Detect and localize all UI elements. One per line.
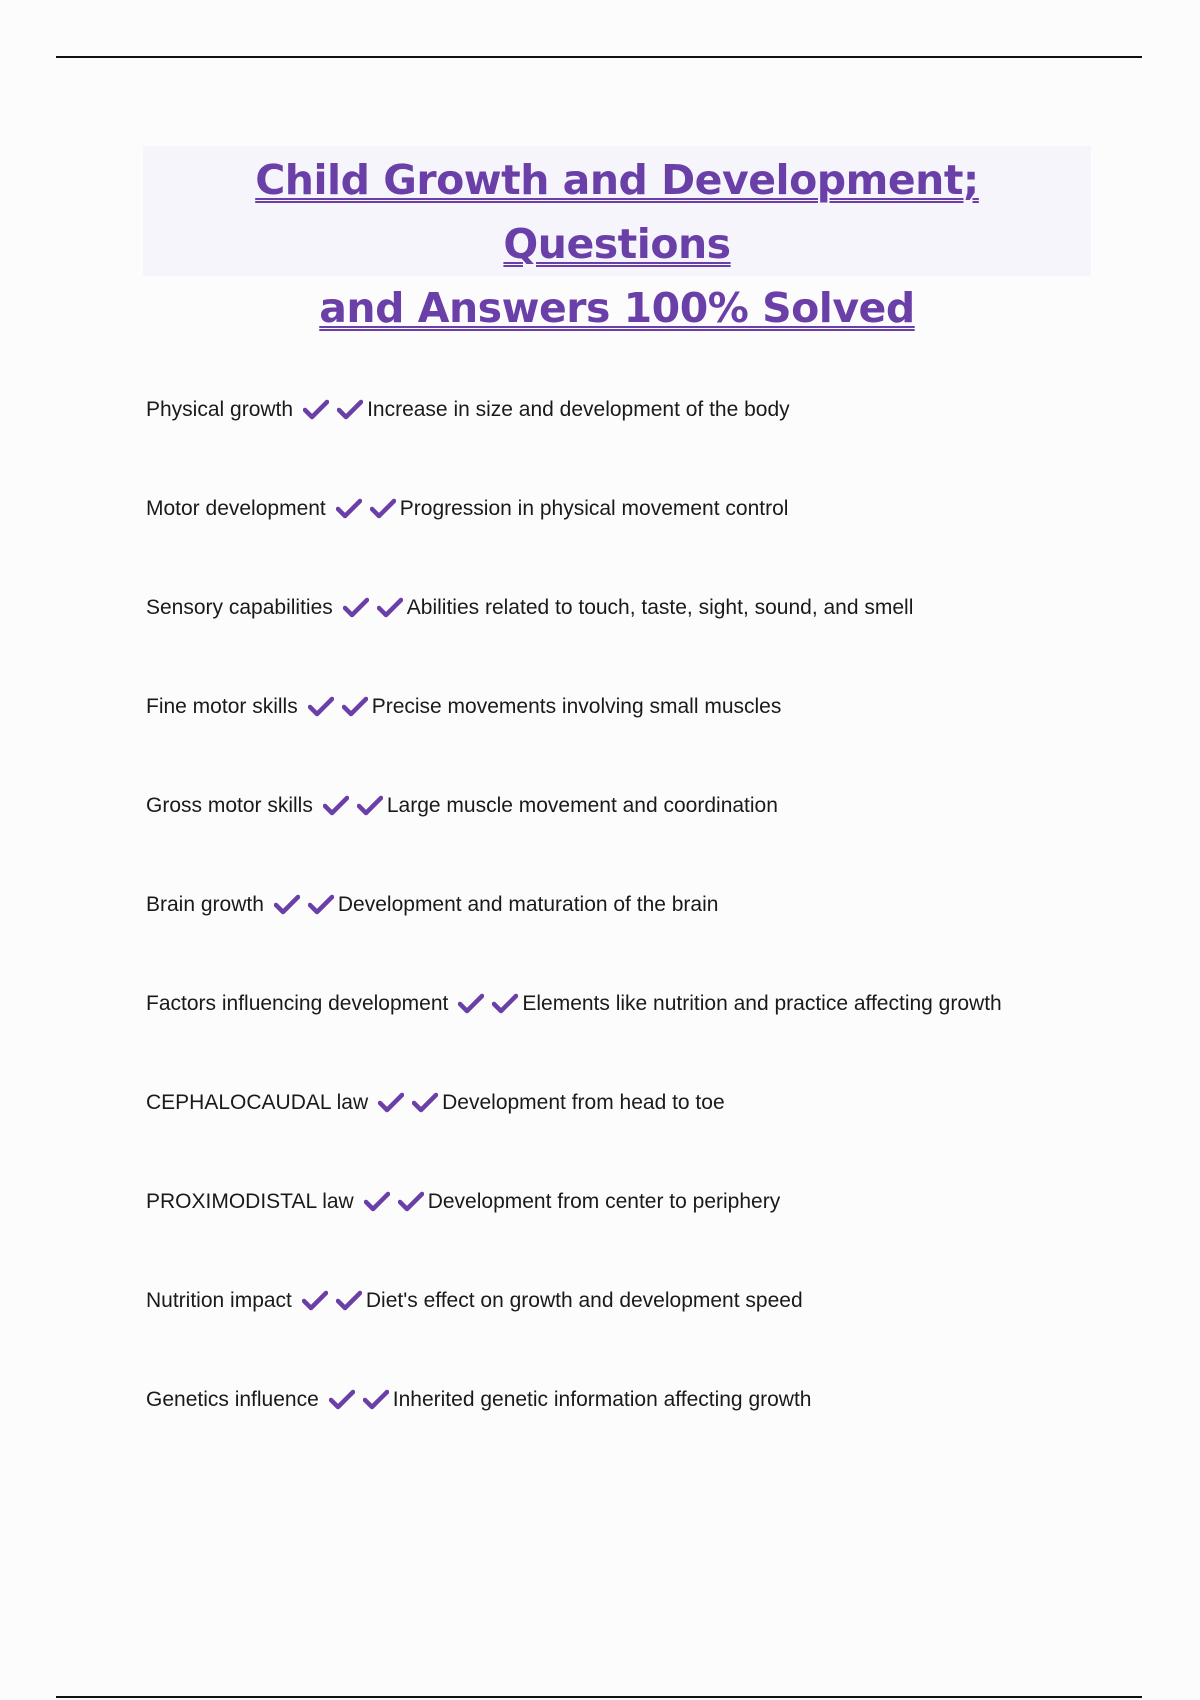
qa-answer: Elements like nutrition and practice affecting growth [522,991,1002,1015]
qa-answer: Precise movements involving small muscles [371,694,782,718]
qa-answer: Abilities related to touch, taste, sight, sound, and smell [406,595,914,619]
check-icon [308,696,334,718]
qa-item [146,855,1146,954]
check-icon [377,597,403,619]
qa-answer: Increase in size and development of the body [367,397,790,421]
qa-item [146,558,1146,657]
qa-item [146,954,1146,1053]
qa-term: PROXIMODISTAL law [146,1189,354,1213]
top-rule [56,56,1142,58]
qa-term: Motor development [146,496,326,520]
qa-answer: Inherited genetic information affecting growth [392,1387,812,1411]
check-icon [343,597,369,619]
check-pair [274,894,334,916]
qa-term: Sensory capabilities [146,595,333,619]
qa-term: Gross motor skills [146,793,313,817]
check-icon [492,993,518,1015]
check-icon [412,1092,438,1114]
check-pair [364,1191,424,1213]
check-pair [329,1389,389,1411]
check-icon [308,894,334,916]
check-icon [337,399,363,421]
check-pair [323,795,383,817]
qa-item [146,1053,1146,1152]
qa-answer: Progression in physical movement control [399,496,789,520]
qa-item [146,459,1146,558]
qa-item [146,360,1146,459]
title-line-2: and Answers 100% Solved [319,284,915,332]
check-pair [336,498,396,520]
bottom-rule [56,1696,1142,1698]
check-icon [303,399,329,421]
qa-list [146,360,1146,1449]
check-icon [336,498,362,520]
check-pair [378,1092,438,1114]
qa-item [146,1350,1146,1449]
qa-term: Genetics influence [146,1387,319,1411]
qa-item [146,756,1146,855]
check-pair [343,597,403,619]
qa-answer: Development and maturation of the brain [337,892,719,916]
qa-term: Brain growth [146,892,264,916]
check-icon [363,1389,389,1411]
qa-answer: Development from center to periphery [427,1189,781,1213]
check-icon [302,1290,328,1312]
title-banner [143,146,1091,332]
qa-answer: Diet's effect on growth and development speed [365,1288,803,1312]
check-icon [398,1191,424,1213]
qa-answer: Development from head to toe [442,1090,725,1114]
qa-answer: Large muscle movement and coordination [386,793,778,817]
qa-item [146,1251,1146,1350]
check-icon [357,795,383,817]
qa-term: Physical growth [146,397,294,421]
qa-term: Fine motor skills [146,694,298,718]
qa-item [146,1152,1146,1251]
check-icon [274,894,300,916]
check-icon [364,1191,390,1213]
check-pair [308,696,368,718]
check-icon [370,498,396,520]
check-icon [329,1389,355,1411]
check-pair [302,1290,362,1312]
qa-item [146,657,1146,756]
check-icon [323,795,349,817]
qa-term: CEPHALOCAUDAL law [146,1090,369,1114]
check-icon [342,696,368,718]
check-icon [336,1290,362,1312]
document-title [143,148,1091,340]
check-icon [378,1092,404,1114]
title-line-1: Child Growth and Development; Questions [255,156,979,268]
check-icon [458,993,484,1015]
qa-term: Nutrition impact [146,1288,292,1312]
check-pair [303,399,363,421]
qa-term: Factors influencing development [146,991,449,1015]
check-pair [458,993,518,1015]
